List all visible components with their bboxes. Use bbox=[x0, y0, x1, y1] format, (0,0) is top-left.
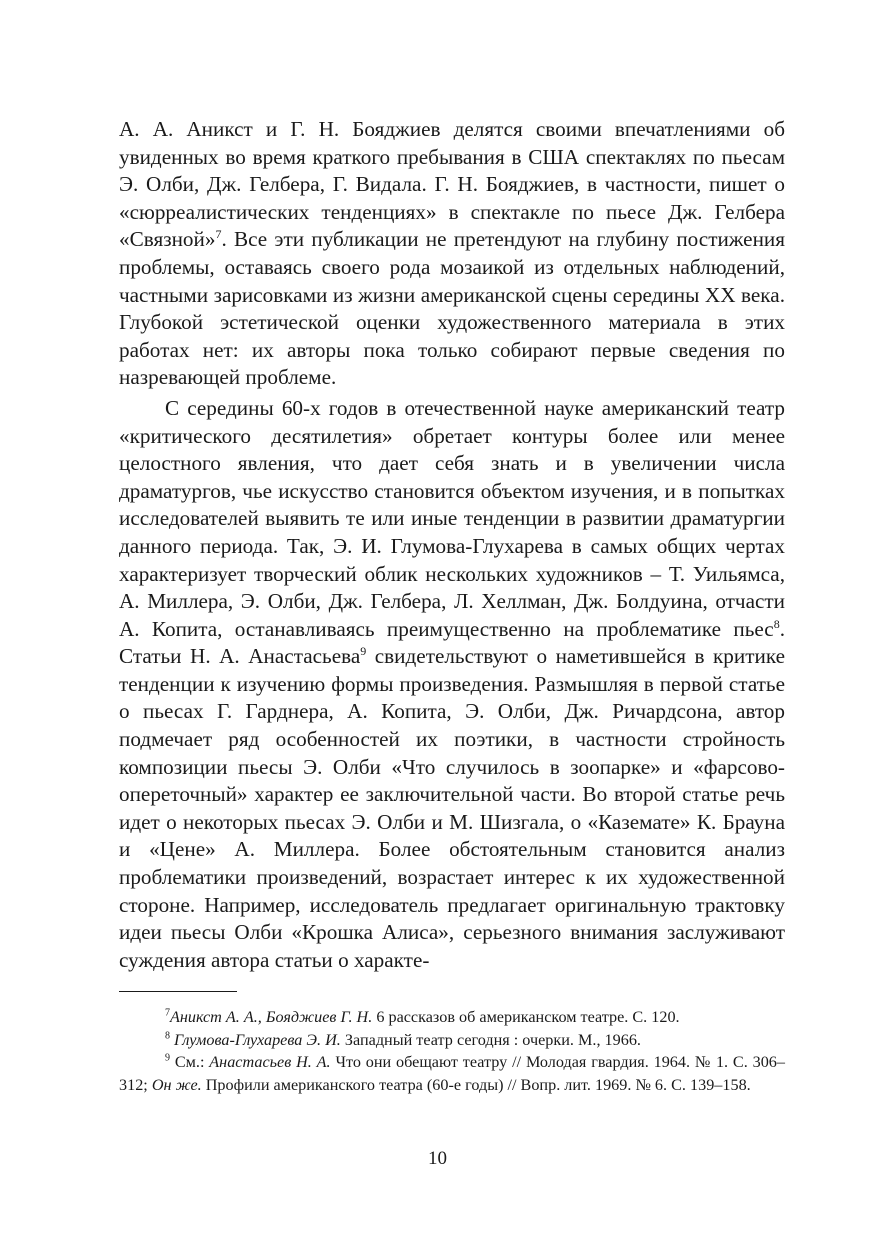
footnote-9-authors: Анастасьев Н. А. bbox=[209, 1053, 331, 1072]
footnote-9-number: 9 bbox=[165, 1053, 170, 1065]
paragraph-1-tail: . Все эти публикации не претендуют на глубину постижения проблемы, оставаясь своего рода мозаикой из отдельных наблюдений, частными зарисовками из жизни американской сцены середины XX века. Глубокой эстетической оценки художественного материала в этих работах нет: их авторы пока только собирают первые сведения по назревающей проблеме. bbox=[119, 227, 785, 390]
footnote-8-authors: Глумова-Глухарева Э. И. bbox=[174, 1030, 341, 1049]
footnote-ref-7[interactable]: 7 bbox=[215, 227, 222, 242]
footnote-9 bbox=[119, 1051, 785, 1096]
footnote-8-number: 8 bbox=[165, 1030, 170, 1042]
footnote-8-text: Западный театр сегодня : очерки. М., 1966. bbox=[340, 1030, 641, 1049]
footnote-7-authors: Аникст А. А., Бояджиев Г. Н. bbox=[170, 1008, 373, 1027]
footnote-ref-9[interactable]: 9 bbox=[360, 644, 367, 659]
footnote-7 bbox=[119, 1006, 785, 1029]
footnote-8 bbox=[119, 1029, 785, 1052]
paragraph-2 bbox=[119, 395, 785, 974]
paragraph-2-text-a: С середины 60-х годов в отечественной науке американский театр «критического десятилетия» обретает контуры более или менее целостного явления, что дает себя знать и в увеличении числа драматургов, чье искусство становится объектом изучения, и в попытках исследователей выявить те или иные тенденции в развитии драматургии данного периода. Так, Э. И. Глумова-Глухарева в самых общих чертах характеризует творческий облик нескольких художников – Т. Уильямса, А. Миллера, Э. Олби, Дж. Гелбера, Л. Хеллман, Дж. Болдуина, отчасти А. Копита, останавливаясь преимущественно на проблематике пьес bbox=[119, 395, 785, 641]
page-content bbox=[119, 116, 785, 1096]
page-number: 10 bbox=[428, 1148, 447, 1169]
footnote-9-text-a: Что они обещают театру // Молодая гвардия. 1964. № 1. С. 306–312; bbox=[119, 1053, 785, 1094]
footnote-9-text-b: Профили американского театра (60-е годы) // Вопр. лит. 1969. № 6. С. 139–158. bbox=[201, 1075, 751, 1094]
paragraph-1 bbox=[119, 116, 785, 392]
footnote-7-text: 6 рассказов об американском театре. С. 120. bbox=[372, 1008, 680, 1027]
footnote-ref-8[interactable]: 8 bbox=[773, 616, 780, 631]
footnote-9-same-author: Он же. bbox=[151, 1075, 202, 1094]
footnote-divider bbox=[119, 991, 237, 992]
footnote-7-number: 7 bbox=[165, 1008, 170, 1020]
paragraph-1-text: А. А. Аникст и Г. Н. Бояджиев делятся своими впечатлениями об увиденных во время краткого пребывания в США спектаклях по пьесам Э. Олби, Дж. Гелбера, Г. Видала. Г. Н. Бояджиев, в частности, пишет о «сюрреалистических тенденциях» в спектакле по пьесе Дж. Гелбера «Связной» bbox=[119, 117, 785, 252]
paragraph-2-text-c: свидетельствуют о наметившейся в критике тенденции к изучению формы произведения. Размышляя в первой статье о пьесах Г. Гарднера, А. Копита, Э. Олби, Дж. Ричардсона, автор подмечает ряд особенностей их поэтики, в частности стройность композиции пьесы Э. Олби «Что случилось в зоопарке» и «фарсово-опереточный» характер ее заключительной части. Во второй статье речь идет о некоторых пьесах Э. Олби и М. Шизгала, о «Каземате» К. Брауна и «Цене» А. Миллера. Более обстоятельным становится анализ проблематики произведений, возрастает интерес к их художественной стороне. Например, исследователь предлагает оригинальную трактовку идеи пьесы Олби «Крошка Алиса», серьезного внимания заслуживают суждения автора статьи о характе- bbox=[119, 644, 785, 972]
footnote-9-prefix: См.: bbox=[174, 1053, 210, 1072]
paragraph-2-text-b: . Статьи Н. А. Анастасьева bbox=[119, 616, 785, 669]
